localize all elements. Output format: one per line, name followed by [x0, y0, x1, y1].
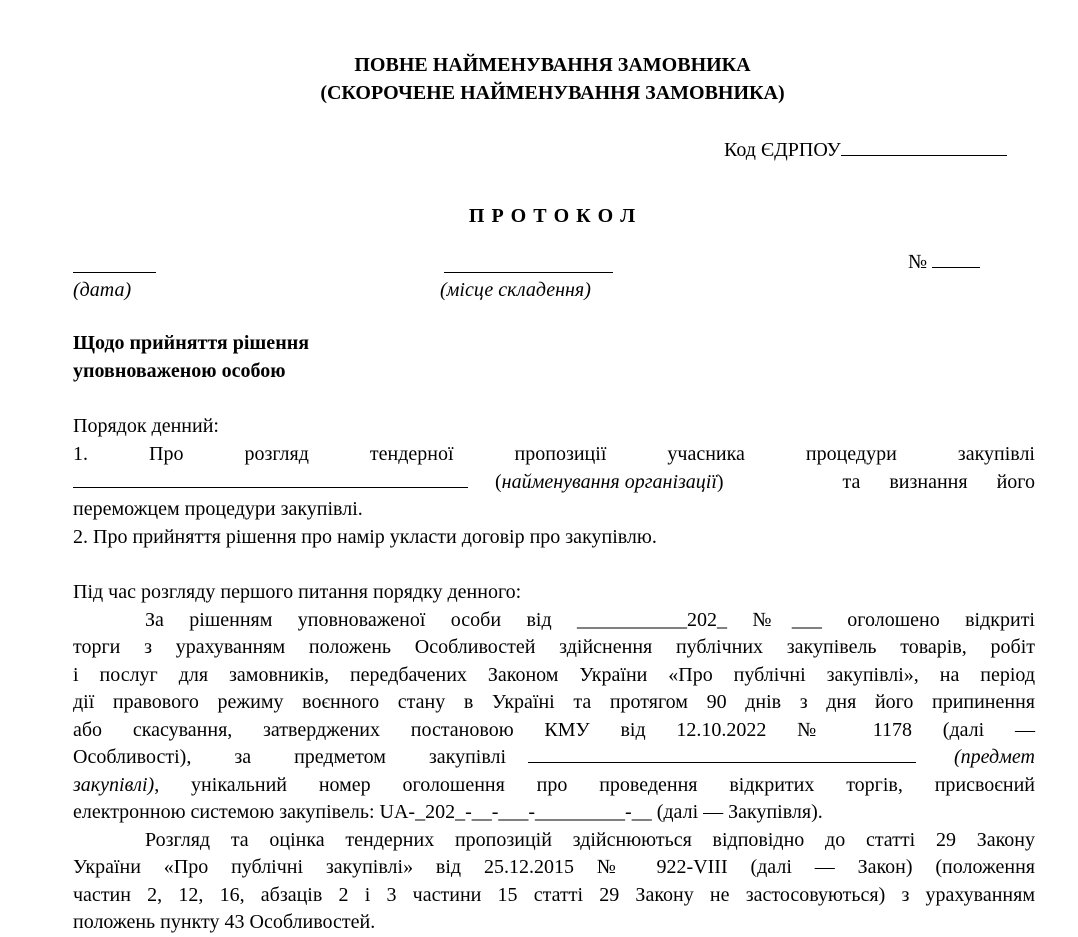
body-p1-line-6-text: Особливості), за предметом закупівлі [73, 746, 507, 768]
agenda-item-1-line-2-end: та визнання його [842, 471, 1035, 493]
organization-placeholder: (найменування організації) [495, 471, 724, 493]
subject-line-1: Щодо прийняття рішення [73, 332, 310, 354]
edrpou-blank [841, 137, 1007, 156]
number-field [908, 249, 980, 277]
body-p2-line-3: частин 2, 12, 16, абзаців 2 і 3 частини 15 статті 29 Закону не застосовуються) з урахуванням [73, 884, 1035, 906]
procurement-subject-placeholder: (предмет [954, 746, 1035, 768]
agenda-heading: Порядок денний: [73, 415, 219, 437]
body-p1-line-1: За рішенням уповноваженої особи від ___________202_ №___ оголошено відкриті [145, 609, 1035, 631]
body-p1-line-3: і послуг для замовників, передбачених Законом України «Про публічні закупівлі», на період [73, 664, 1035, 686]
place-caption: (місце складення) [440, 279, 591, 301]
place-blank [444, 253, 613, 273]
body-p1-line-8: електронною системою закупівель: UA-_202_-__-___-_________-__ (далі — Закупівля). [73, 801, 823, 823]
edrpou-field [724, 137, 1007, 165]
date-caption: (дата) [73, 279, 132, 301]
edrpou-label: Код ЄДРПОУ [724, 139, 841, 161]
agenda-item-1-line-1: 1. Про розгляд тендерної пропозиції учасника процедури закупівлі [73, 443, 1035, 465]
body-p1-line-4: дії правового режиму воєнного стану в Україні та протягом 90 днів з дня його припинення [73, 691, 1035, 713]
body-intro: Під час розгляду першого питання порядку денного: [73, 581, 522, 603]
body-p2-line-1: Розгляд та оцінка тендерних пропозицій здійснюються відповідно до статті 29 Закону [145, 829, 1035, 851]
body-p2-line-4: положень пункту 43 Особливостей. [73, 911, 376, 933]
procurement-subject-blank [528, 744, 916, 763]
subject-line-2: уповноваженою особою [73, 360, 286, 382]
customer-short-name: (СКОРОЧЕНЕ НАЙМЕНУВАННЯ ЗАМОВНИКА) [320, 82, 785, 104]
agenda-item-2: 2. Про прийняття рішення про намір укласти договір про закупівлю. [73, 526, 657, 548]
body-p1-line-7: закупівлі), унікальний номер оголошення про проведення відкритих торгів, присвоєний [73, 774, 1035, 796]
date-blank [73, 253, 156, 273]
page-title: П Р О Т О К О Л [468, 205, 637, 227]
body-p1-line-2: торги з урахуванням положень Особливостей здійснення публічних закупівель товарів, робіт [73, 636, 1035, 658]
agenda-item-1-line-3: переможцем процедури закупівлі. [73, 498, 363, 520]
customer-full-name: ПОВНЕ НАЙМЕНУВАННЯ ЗАМОВНИКА [354, 54, 751, 76]
number-blank [932, 249, 980, 268]
number-label: № [908, 251, 928, 273]
organization-blank [73, 469, 468, 488]
body-p1-line-5: або скасування, затверджених постановою КМУ від 12.10.2022 № 1178 (далі — [73, 719, 1035, 741]
body-p2-line-2: України «Про публічні закупівлі» від 25.12.2015 № 922-VIII (далі — Закон) (положення [73, 856, 1035, 878]
